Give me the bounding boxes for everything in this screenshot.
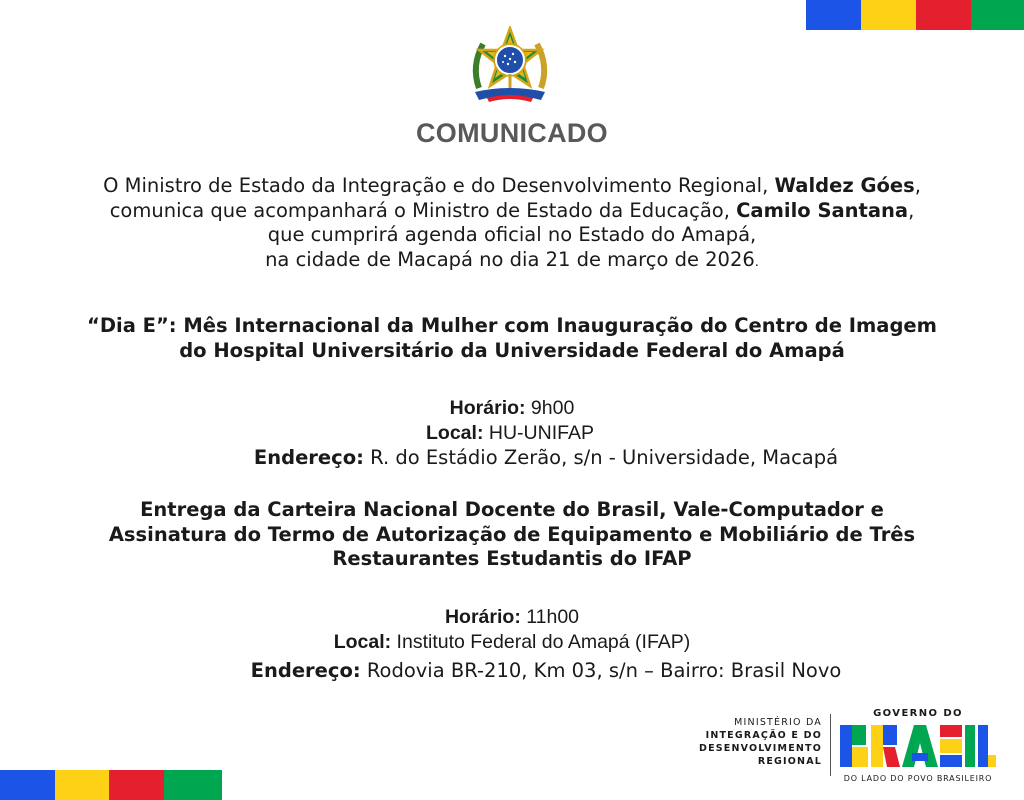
top-color-stripe <box>806 0 1024 30</box>
coat-of-arms-of-brazil-icon <box>467 26 553 110</box>
stripe-blue <box>806 0 861 30</box>
event-1-title: “Dia E”: Mês Internacional da Mulher com Inauguração do Centro de Imagem do Hospital Universitário da Universidade Federal do Amapá <box>87 314 937 362</box>
page-title: COMUNICADO <box>416 118 608 148</box>
event-2-title: Entrega da Carteira Nacional Docente do Brasil, Vale-Computador e Assinatura do Termo de Autorização de Equipamento e Mobiliário de Três Restaurantes Estudantis do IFAP <box>108 498 916 570</box>
stripe-green <box>971 0 1024 30</box>
logo-divider <box>830 714 831 776</box>
event-2-time: Horário: 11h00 <box>444 606 580 628</box>
event-1-address: Endereço: R. do Estádio Zerão, s/n - Universidade, Macapá <box>253 446 839 469</box>
stripe-yellow <box>55 770 109 800</box>
intro-line: comunica que acompanhará o Ministro de Estado da Educação, Camilo Santana, <box>109 198 915 222</box>
stripe-red <box>109 770 164 800</box>
event-1-place: Local: HU-UNIFAP <box>426 422 594 444</box>
event-2-address: Endereço: Rodovia BR-210, Km 03, s/n – Bairro: Brasil Novo <box>250 659 842 682</box>
intro-line: que cumprirá agenda oficial no Estado do Amapá, <box>267 223 757 246</box>
governo-do-brasil-logo: GOVERNO DO BRASIL DO LADO DO POVO BRASILEIRO <box>838 706 998 788</box>
event-2-place: Local: Instituto Federal do Amapá (IFAP) <box>333 631 691 653</box>
brasil-wordmark <box>840 723 996 769</box>
stripe-yellow <box>861 0 916 30</box>
minister-name: Camilo Santana <box>736 198 909 222</box>
intro-line: O Ministro de Estado da Integração e do Desenvolvimento Regional, Waldez Góes, <box>103 174 921 197</box>
intro-paragraph <box>0 174 1024 275</box>
ministry-logo-text: MINISTÉRIO DA INTEGRAÇÃO E DO DESENVOLVIMENTO REGIONAL <box>698 717 822 767</box>
intro-line: na cidade de Macapá no dia 21 de março de 2026. <box>265 247 759 271</box>
event-1-time: Horário: 9h00 <box>449 397 575 419</box>
stripe-green <box>164 770 222 800</box>
bottom-color-stripe <box>0 770 222 800</box>
stripe-blue <box>0 770 55 800</box>
svg-text:BRASIL: BRASIL <box>840 723 844 724</box>
minister-name: Waldez Góes <box>774 174 915 197</box>
stripe-red <box>916 0 971 30</box>
